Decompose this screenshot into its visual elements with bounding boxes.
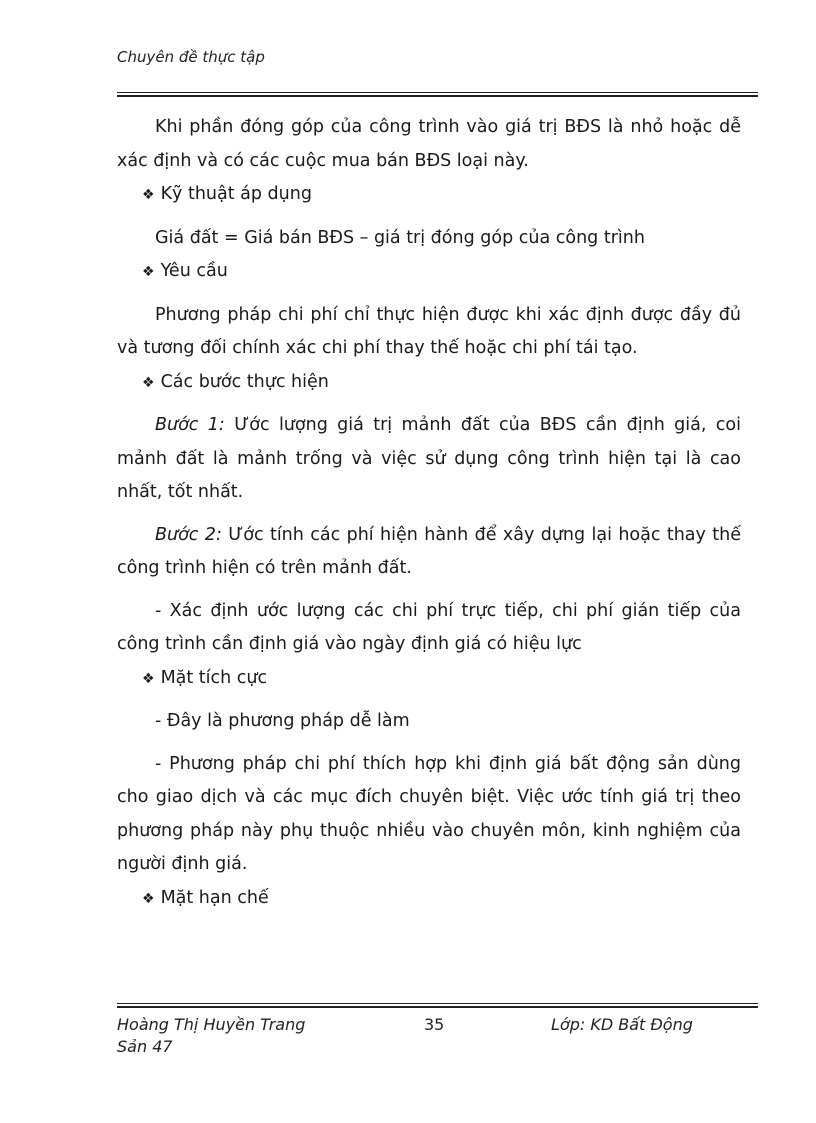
bullet-positive — [117, 662, 741, 697]
bullet-technique-label: Kỹ thuật áp dụng — [160, 184, 312, 204]
paragraph-cost-estimate: - Xác định ước lượng các chi phí trực tiếp, chi phí gián tiếp của công trình cần định giá vào ngày định giá có hiệu lực — [117, 600, 741, 654]
bullet-steps-label: Các bước thực hiện — [160, 371, 329, 392]
bullet-technique — [117, 178, 741, 213]
bullet-steps — [117, 366, 741, 401]
paragraph-easy-method: - Đây là phương pháp dễ làm — [155, 711, 410, 731]
paragraph-formula: Giá đất = Giá bán BĐS – giá trị đóng góp của công trình — [155, 227, 645, 248]
bullet-limitations-label: Mặt hạn chế — [160, 887, 269, 908]
diamond-bullet-icon: ❖ — [142, 187, 155, 203]
paragraph-suitability: - Phương pháp chi phí thích hợp khi định giá bất động sản dùng cho giao dịch và các mục đích chuyên biệt. Việc ước tính giá trị theo phương pháp này phụ thuộc nhiều vào chuyên môn, kinh nghiệm của người định giá. — [117, 753, 741, 874]
document-body — [117, 111, 741, 916]
page-header-title: Chuyên đề thực tập — [117, 48, 265, 66]
bullet-requirements-label: Yêu cầu — [160, 261, 228, 281]
bullet-positive-label: Mặt tích cực — [160, 667, 268, 688]
footer-class-label: Lớp: KD Bất Động — [551, 1015, 693, 1034]
diamond-bullet-icon: ❖ — [142, 374, 155, 391]
paragraph-step-2 — [117, 519, 741, 586]
paragraph-requirements: Phương pháp chi phí chỉ thực hiện được khi xác định được đầy đủ và tương đối chính xác chi phí thay thế hoặc chi phí tái tạo. — [117, 304, 741, 358]
diamond-bullet-icon: ❖ — [142, 890, 155, 907]
footer-author: Hoàng Thị Huyền Trang — [117, 1015, 306, 1034]
step-1-text: Ước lượng giá trị mảnh đất của BĐS cần định giá, coi mảnh đất là mảnh trống và việc sử dụng công trình hiện tại là cao nhất, tốt nhất. — [117, 415, 741, 502]
paragraph-step-1 — [117, 409, 741, 510]
diamond-bullet-icon: ❖ — [142, 264, 155, 280]
paragraph-intro: Khi phần đóng góp của công trình vào giá trị BĐS là nhỏ hoặc dễ xác định và có các cuộc mua bán BĐS loại này. — [117, 117, 741, 171]
footer-page-number: 35 — [424, 1015, 445, 1034]
diamond-bullet-icon: ❖ — [142, 670, 155, 687]
bullet-requirements — [117, 255, 741, 290]
step-2-text: Ước tính các phí hiện hành để xây dựng lại hoặc thay thế công trình hiện có trên mảnh đất. — [117, 524, 741, 578]
footer-divider — [117, 1003, 758, 1004]
step-1-label: Bước 1: — [155, 415, 225, 435]
bullet-limitations — [117, 882, 741, 917]
step-2-label: Bước 2: — [155, 524, 222, 545]
footer-class-continuation: Sản 47 — [117, 1037, 173, 1056]
header-divider — [117, 92, 758, 93]
